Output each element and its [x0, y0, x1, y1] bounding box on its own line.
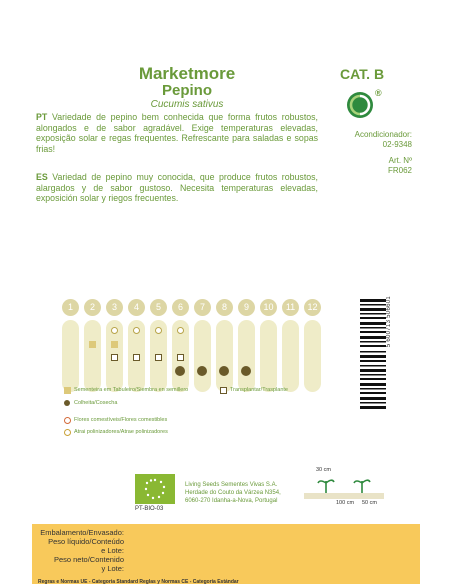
legend-transplant: Transplantar/Trasplante [230, 387, 288, 393]
month-label: 1 [62, 299, 79, 316]
flower-marker [133, 327, 140, 334]
transplant-marker [133, 354, 140, 361]
green-dot-logo-icon [347, 92, 373, 118]
month-label: 4 [128, 299, 145, 316]
month-bar [194, 320, 211, 392]
transplant-marker [177, 354, 184, 361]
month-bar [62, 320, 79, 392]
article-label: Art. Nº [388, 156, 412, 165]
month-label: 10 [260, 299, 277, 316]
company-address [185, 481, 281, 505]
lang-code-es: ES [36, 172, 48, 182]
organic-code: PT-BIO-03 [135, 506, 164, 512]
spacing-plant-b: 50 cm [362, 500, 377, 506]
bee-icon [64, 429, 71, 436]
month-label: 12 [304, 299, 321, 316]
harvest-marker [241, 366, 251, 376]
flower-marker [155, 327, 162, 334]
legend-pollinators: Atrai polinizadores/Atrae polinizadores [74, 429, 168, 435]
month-label: 3 [106, 299, 123, 316]
month-bar [304, 320, 321, 392]
weight-label-4: y Lote: [101, 564, 124, 573]
month-label: 5 [150, 299, 167, 316]
transplant-marker [155, 354, 162, 361]
month-label: 11 [282, 299, 299, 316]
month-label: 9 [238, 299, 255, 316]
harvest-marker [197, 366, 207, 376]
weight-label-3: Peso neto/Contenido [53, 555, 124, 564]
harvest-marker [219, 366, 229, 376]
month-bar [238, 320, 255, 392]
month-label: 7 [194, 299, 211, 316]
company-line-2: Herdade do Couto da Várzea N354, [185, 490, 281, 496]
month-bar [216, 320, 233, 392]
weight-label-2: e Lote: [101, 546, 124, 555]
registered-mark: ® [375, 88, 382, 98]
legend-sowing: Sementeira em Tabuleiro/Siembra en semillero [74, 387, 189, 393]
legend-sowing-icon [64, 387, 71, 394]
month-label: 2 [84, 299, 101, 316]
lang-code-pt: PT [36, 112, 48, 122]
flower-marker [177, 327, 184, 334]
crop-name: Pepino [161, 82, 212, 99]
month-bar [282, 320, 299, 392]
sowing-marker [111, 341, 118, 348]
pack-label: Embalamento/Envasado: [40, 528, 124, 537]
transplant-marker [111, 354, 118, 361]
bottom-band [32, 524, 420, 584]
flower-marker [111, 327, 118, 334]
company-line-1: Living Seeds Sementes Vivas S.A. [185, 482, 278, 488]
legend-harvest-icon [64, 400, 70, 406]
packer-value: 02-9348 [382, 140, 412, 149]
packer-label: Acondicionador: [354, 130, 412, 139]
category-label: CAT. B [340, 66, 385, 82]
legend-harvest: Colheita/Cosecha [74, 400, 118, 406]
harvest-marker [175, 366, 185, 376]
norms-text: Regras e Normas UE - Categoria Standard Reglas y Normas CE - Categoría Estándar [38, 579, 239, 585]
month-bar [260, 320, 277, 392]
sowing-marker [89, 341, 96, 348]
description-es-text: Variedad de pepino muy conocida, que produce frutos robustos, alargados y de sabor gustoso. Necesita temperaturas elevadas, exposición solar y riegos frecuentes. [36, 172, 318, 204]
seed-packet [32, 34, 420, 584]
spacing-row: 30 cm [316, 467, 331, 473]
latin-name: Cucumis sativus [150, 99, 224, 110]
weight-label-1: Peso líquido/Conteúdo [48, 537, 124, 546]
month-label: 6 [172, 299, 189, 316]
legend-transplant-icon [220, 387, 227, 394]
spacing-diagram [304, 469, 384, 507]
spacing-plant-a: 100 cm [336, 500, 355, 506]
article-value: FR062 [387, 166, 412, 175]
company-line-3: 6060-270 Idanha-a-Nova, Portugal [185, 498, 278, 504]
eu-organic-logo-icon [135, 474, 175, 504]
month-bar [84, 320, 101, 392]
legend-flowers: Flores comestíveis/Flores comestibles [74, 417, 168, 423]
barcode-number: 5 600713 506601 [386, 296, 392, 348]
month-label: 8 [216, 299, 233, 316]
description-es [36, 172, 318, 204]
description-pt [36, 112, 318, 154]
barcode-icon [360, 299, 386, 409]
variety-name: Marketmore [138, 64, 236, 83]
flower-icon [64, 417, 71, 424]
description-pt-text: Variedade de pepino bem conhecida que forma frutos robustos, alongados e de sabor agradável. Exige temperaturas elevadas, exposição solar e regas frequentes. Refrescante para saladas e sopas frias! [36, 112, 318, 154]
